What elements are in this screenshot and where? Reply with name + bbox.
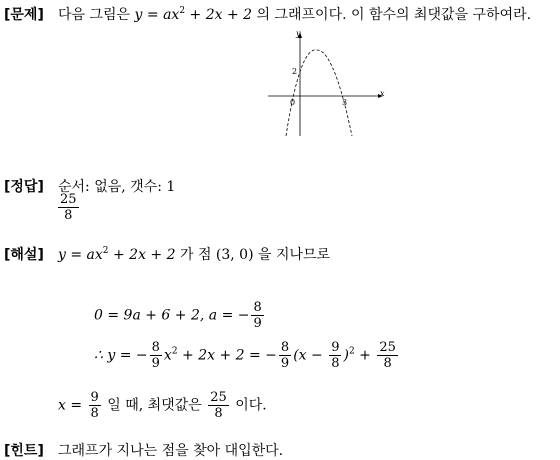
- solution-line3-mid: 일 때, 최댓값은: [102, 397, 207, 414]
- solution-line3-start: x =: [58, 397, 87, 414]
- answer-denominator: 8: [64, 208, 73, 223]
- problem-label: [문제]: [4, 7, 44, 23]
- hint-text: 그래프가 지나는 점을 찾아 대입한다.: [58, 443, 284, 459]
- fraction-denominator: 8: [383, 356, 392, 371]
- fraction-numerator: 9: [331, 340, 340, 355]
- solution-intro-exp: 2: [102, 246, 109, 256]
- solution-line2-term-5: +: [354, 347, 376, 364]
- problem-exponent: 2: [179, 6, 186, 16]
- solution-line-2: [94, 340, 400, 371]
- fraction-denominator: 9: [253, 316, 262, 331]
- fraction-numerator: 8: [280, 340, 290, 355]
- fraction-denominator: 9: [151, 356, 160, 371]
- solution-line2-term-4: ): [343, 347, 349, 364]
- solution-intro: [58, 244, 330, 264]
- solution-line2-term-3: (x −: [293, 347, 328, 364]
- problem-text-after: 의 그래프이다. 이 함수의 최댓값을 구하여라.: [252, 7, 532, 23]
- solution-line2-term-2: + 2x + 2 = −: [177, 347, 277, 364]
- fraction-numerator: 25: [379, 340, 396, 355]
- solution-line2-fraction-2: [279, 340, 291, 371]
- answer-line: 순서: 없음, 갯수: 1: [58, 179, 176, 195]
- solution-line3-end: 이다.: [230, 397, 267, 414]
- answer-numerator: 25: [60, 192, 77, 207]
- fraction-numerator: 25: [210, 390, 227, 405]
- y-axis-label: y: [296, 29, 301, 38]
- solution-line2-fraction-3: [329, 340, 341, 371]
- solution-label: [해설]: [4, 247, 44, 263]
- x-intercept-label: 3: [342, 98, 348, 107]
- solution-line1-main: 0 = 9a + 6 + 2, a = −: [94, 307, 250, 324]
- answer-value: [56, 192, 81, 223]
- fraction-denominator: 9: [280, 356, 290, 371]
- fraction-denominator: 8: [331, 356, 340, 371]
- solution-intro-text: 가 점 (3, 0) 을 지나므로: [175, 247, 331, 263]
- solution-line3-fraction-1: [89, 390, 101, 421]
- solution-line2-exp-2: 2: [348, 346, 355, 357]
- answer-fraction: [58, 192, 79, 223]
- hint-label: [힌트]: [4, 443, 44, 459]
- solution-line2-start: ∴ y = −: [94, 347, 148, 364]
- origin-label: 0: [290, 98, 296, 107]
- fraction-denominator: 8: [214, 406, 223, 421]
- solution-line2-fraction-4: [377, 340, 398, 371]
- fraction-denominator: 8: [90, 406, 99, 421]
- solution-line1-fraction: [251, 300, 263, 331]
- problem-statement: [58, 4, 531, 24]
- solution-line3-fraction-2: [208, 390, 229, 421]
- fraction-numerator: 8: [151, 340, 160, 355]
- solution-intro-eq: y = ax: [58, 247, 103, 263]
- solution-line-3: [58, 390, 267, 421]
- problem-equation-tail: + 2x + 2: [185, 7, 253, 23]
- problem-text-before: 다음 그림은: [58, 7, 135, 23]
- solution-line-1: [94, 300, 266, 331]
- solution-line2-exp-1: 2: [171, 346, 178, 357]
- fraction-numerator: 9: [90, 390, 99, 405]
- parabola-curve: [286, 50, 352, 136]
- parabola-graph: [262, 28, 386, 140]
- answer-label: [정답]: [4, 179, 44, 195]
- problem-equation: y = ax: [134, 7, 180, 23]
- solution-intro-tail: + 2x + 2: [108, 247, 176, 263]
- solution-line2-fraction-1: [150, 340, 162, 371]
- y-intercept-label: 2: [292, 67, 298, 76]
- solution-line2-term-x: x: [163, 347, 172, 364]
- x-axis-label: x: [380, 89, 385, 98]
- fraction-numerator: 8: [253, 300, 262, 315]
